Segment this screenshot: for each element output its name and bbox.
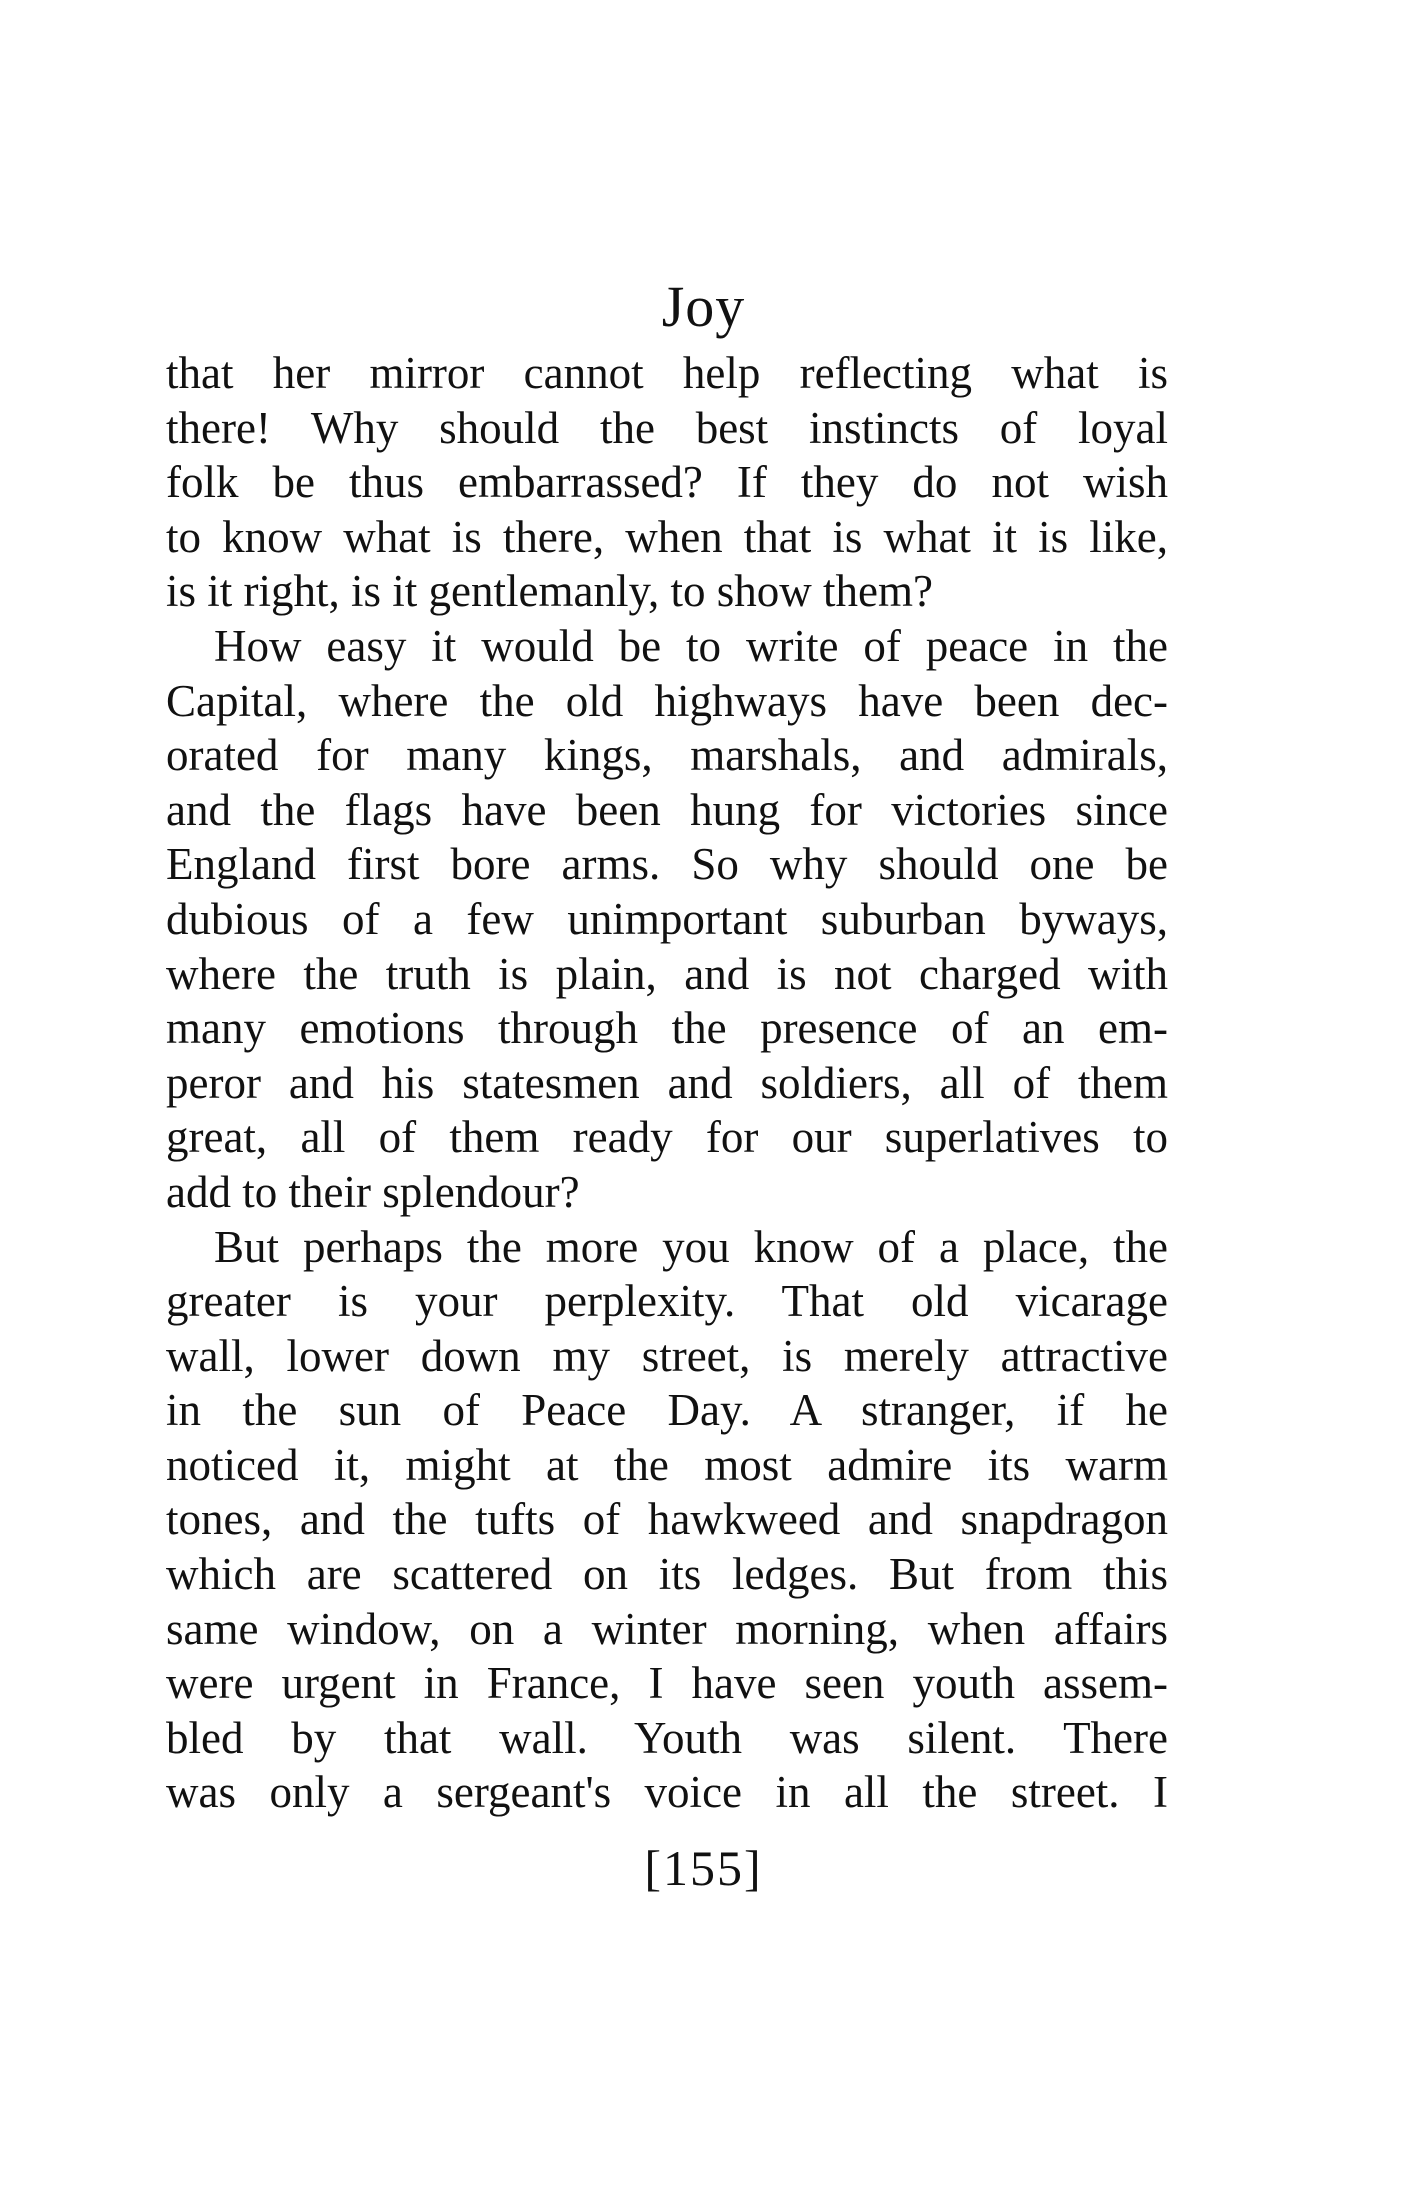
text-line: wall, lower down my street, is merely attractive xyxy=(166,1330,1168,1381)
text-line: there! Why should the best instincts of loyal xyxy=(166,402,1168,453)
page-number: [155] xyxy=(644,1840,763,1896)
text-line: tones, and the tufts of hawkweed and snapdragon xyxy=(166,1494,1168,1545)
text-line: and the flags have been hung for victories since xyxy=(166,784,1168,835)
text-line: same window, on a winter morning, when affairs xyxy=(166,1603,1168,1654)
text-line: which are scattered on its ledges. But from this xyxy=(166,1549,1168,1600)
text-line: greater is your perplexity. That old vicarage xyxy=(166,1276,1168,1327)
paragraph-first-line: How easy it would be to write of peace in the xyxy=(214,620,1168,671)
text-line: folk be thus embarrassed? If they do not wish xyxy=(166,457,1168,508)
body-text xyxy=(166,346,1168,1820)
text-line: in the sun of Peace Day. A stranger, if he xyxy=(166,1385,1168,1436)
text-line: England first bore arms. So why should one be xyxy=(166,839,1168,890)
running-head: Joy xyxy=(661,274,746,339)
text-line: Capital, where the old highways have been dec- xyxy=(166,675,1168,726)
text-line: bled by that wall. Youth was silent. There xyxy=(166,1712,1168,1763)
text-line: many emotions through the presence of an em- xyxy=(166,1003,1168,1054)
text-line: add to their splendour? xyxy=(166,1166,580,1217)
text-line: that her mirror cannot help reflecting what is xyxy=(166,348,1168,398)
text-line: is it right, is it gentlemanly, to show them? xyxy=(166,566,933,617)
text-line: great, all of them ready for our superlatives to xyxy=(166,1112,1168,1163)
paragraph-first-line: But perhaps the more you know of a place, the xyxy=(214,1221,1168,1272)
text-line: dubious of a few unimportant suburban byways, xyxy=(166,893,1168,944)
text-line: where the truth is plain, and is not charged with xyxy=(166,948,1168,999)
text-line: to know what is there, when that is what it is like, xyxy=(166,511,1168,562)
text-line: peror and his statesmen and soldiers, all of them xyxy=(166,1057,1168,1108)
text-line: were urgent in France, I have seen youth assem- xyxy=(166,1658,1168,1709)
text-line: noticed it, might at the most admire its warm xyxy=(166,1439,1168,1490)
text-line: was only a sergeant's voice in all the street. I xyxy=(166,1767,1168,1818)
text-line: orated for many kings, marshals, and admirals, xyxy=(166,730,1168,781)
